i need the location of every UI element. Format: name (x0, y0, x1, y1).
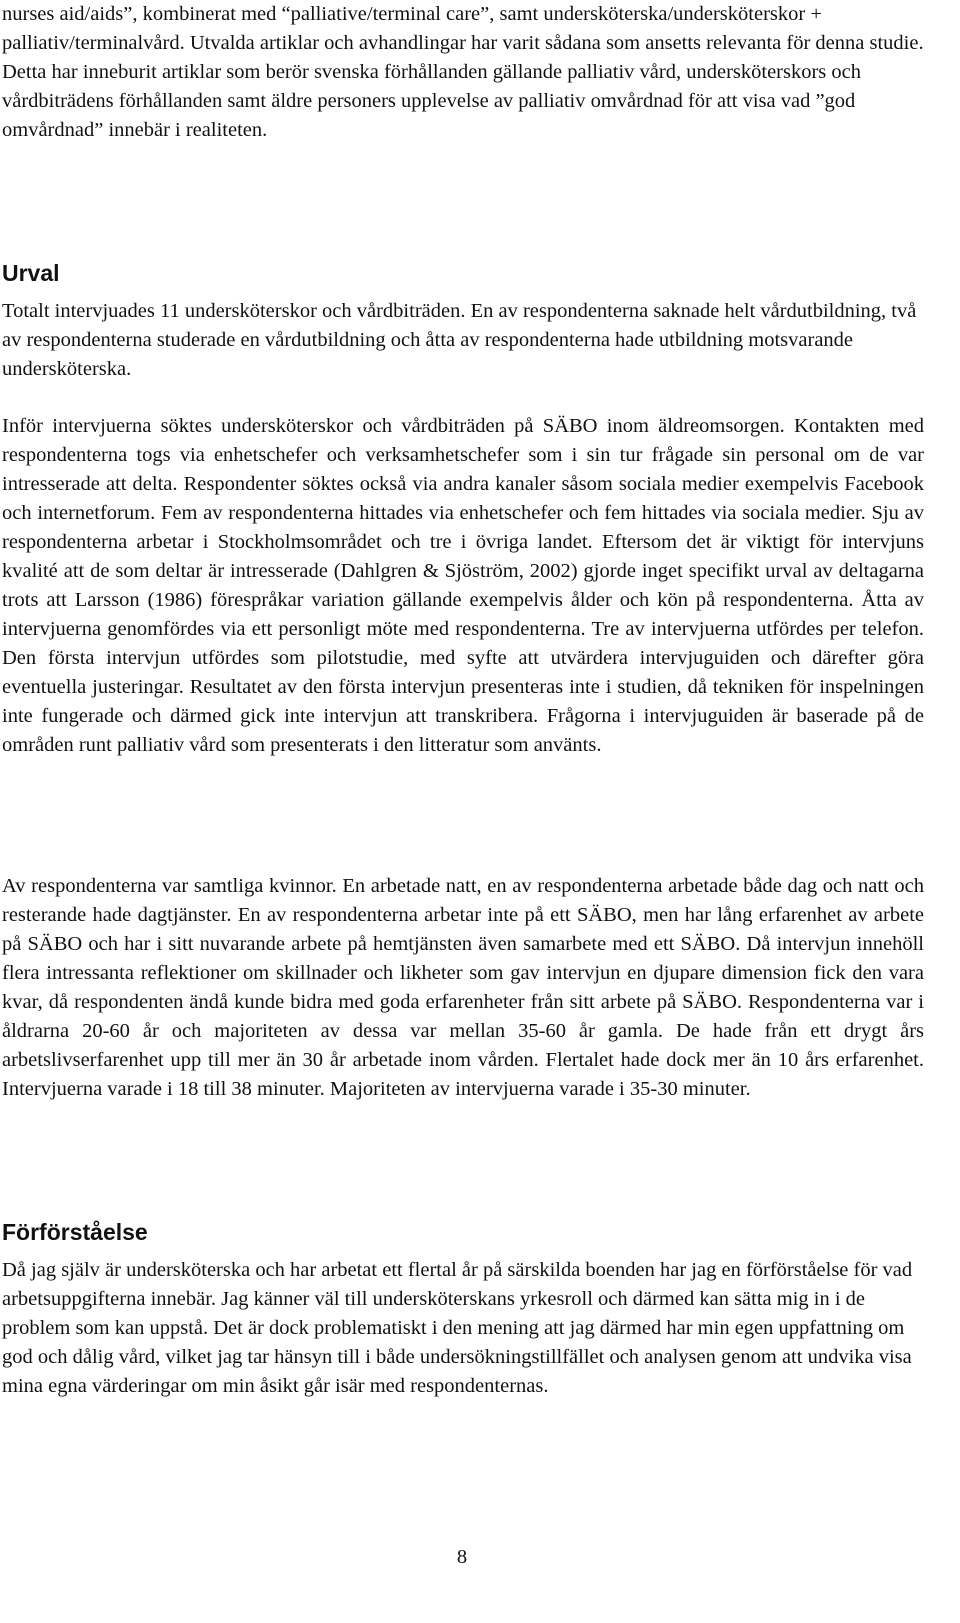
intro-paragraph: nurses aid/aids”, kombinerat med “palliative/terminal care”, samt undersköterska/undersköterskor + palliativ/terminalvård. Utvalda artiklar och avhandlingar har varit sådana som ansetts relevanta för denna studie. Detta har inneburit artiklar som berör svenska förhållanden gällande palliativ vård, undersköterskors och vårdbiträdens förhållanden samt äldre personers upplevelse av palliativ omvårdnad för att visa vad ”god omvårdnad” innebär i realiteten. (2, 3, 924, 141)
section-heading-urval: Urval (2, 260, 60, 286)
urval-paragraph-3: Av respondenterna var samtliga kvinnor. En arbetade natt, en av respondenterna arbetade både dag och natt och resterande hade dagtjänster. En av respondenterna arbetar inte på ett SÄBO, men har lång erfarenhet av arbete på SÄBO och har i sitt nuvarande arbete på hemtjänsten även samarbete med ett SÄBO. Då intervjun innehöll flera intressanta reflektioner om skillnader och likheter som gav intervjun en djupare dimension fick den vara kvar, då respondenten ändå kunde bidra med goda erfarenheter från sitt arbete på SÄBO. Respondenterna var i åldrarna 20-60 år och majoriteten av dessa var mellan 35-60 år gamla. De hade från ett drygt års arbetslivserfarenhet upp till mer än 30 år arbetade inom vården. Flertalet hade dock mer än 10 års erfarenhet. Intervjuerna varade i 18 till 38 minuter. Majoriteten av intervjuerna varade i 35-30 minuter. (2, 875, 924, 1100)
section-heading-forforstaelse: Förförståelse (2, 1219, 148, 1245)
urval-paragraph-1: Totalt intervjuades 11 undersköterskor och vårdbiträden. En av respondenterna saknade helt vårdutbildning, två av respondenterna studerade en vårdutbildning och åtta av respondenterna hade utbildning motsvarande undersköterska. (2, 300, 917, 380)
page-number: 8 (456, 1546, 468, 1568)
urval-paragraph-2: Inför intervjuerna söktes undersköterskor och vårdbiträden på SÄBO inom äldreomsorgen. Kontakten med respondenterna togs via enhetschefer och verksamhetschefer som i sin tur frågade sin personal om de var intresserade att delta. Respondenter söktes också via andra kanaler såsom sociala medier exempelvis Facebook och internetforum. Fem av respondenterna hittades via enhetschefer och fem hittades via sociala medier. Sju av respondenterna arbetar i Stockholmsområdet och tre i övriga landet. Eftersom det är viktigt för intervjuns kvalité att de som deltar är intresserade (Dahlgren & Sjöström, 2002) gjorde inget specifikt urval av deltagarna trots att Larsson (1986) förespråkar variation gällande exempelvis ålder och kön på respondenterna. Åtta av intervjuerna genomfördes via ett personligt möte med respondenterna. Tre av intervjuerna utfördes per telefon. Den första intervjun utfördes som pilotstudie, med syfte att utvärdera intervjuguiden och därefter göra eventuella justeringar. Resultatet av den första intervjun presenteras inte i studien, då tekniken för inspelningen inte fungerade och därmed gick inte intervjun att transkribera. Frågorna i intervjuguiden är baserade på de områden runt palliativ vård som presenterats i den litteratur som använts. (2, 415, 924, 756)
forforstaelse-paragraph: Då jag själv är undersköterska och har arbetat ett flertal år på särskilda boenden har jag en förförståelse för vad arbetsuppgifterna innebär. Jag känner väl till undersköterskans yrkesroll och därmed kan sätta mig in i de problem som kan uppstå. Det är dock problematiskt i den mening att jag därmed har min egen uppfattning om god och dålig vård, vilket jag tar hänsyn till i både undersökningstillfället och analysen genom att undvika visa mina egna värderingar om min åsikt går isär med respondenternas. (2, 1259, 913, 1397)
